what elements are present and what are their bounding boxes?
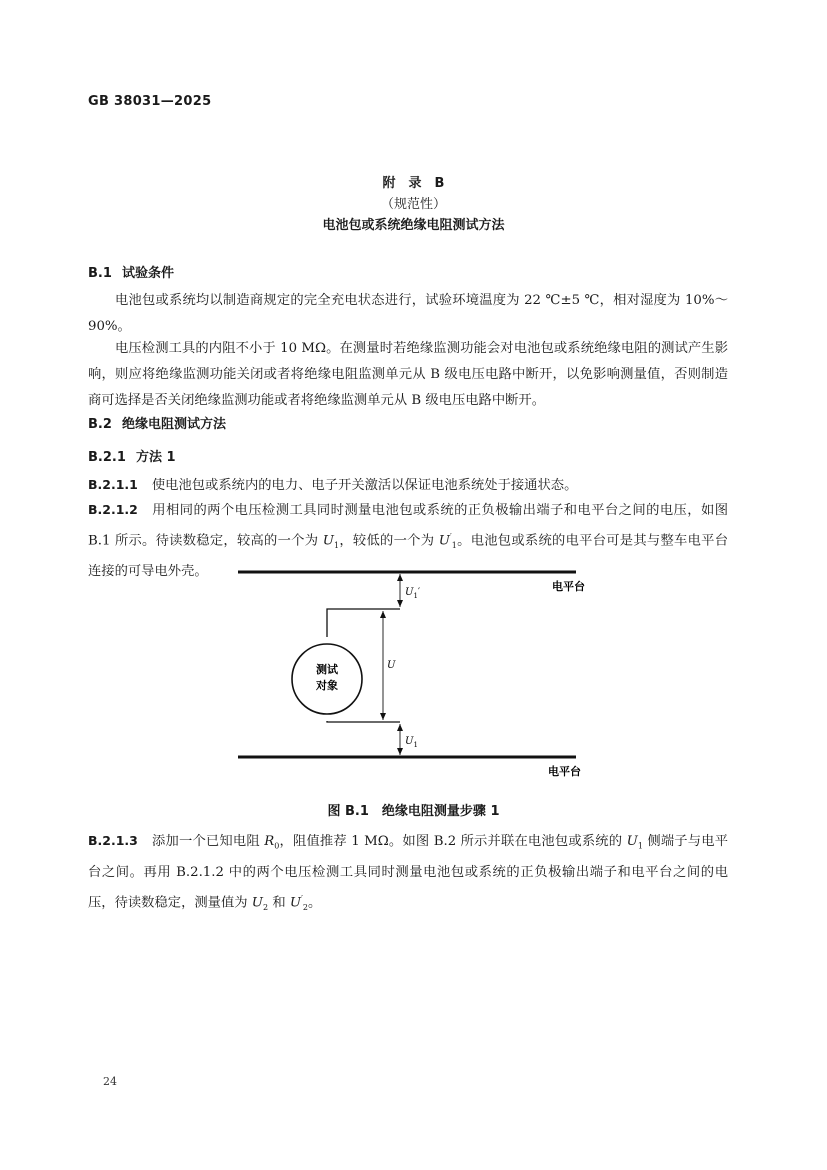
u-arrow-down — [380, 713, 386, 720]
sub-1: 1 — [334, 541, 340, 551]
clause-text: 添加一个已知电阻 — [151, 834, 265, 849]
clause-number: B.2.1.3 — [88, 833, 138, 848]
label-u1-prime: $U_1'$ — [405, 587, 421, 600]
sub-1: 1 — [637, 841, 643, 851]
section-b21-heading — [88, 446, 176, 465]
var-u2: U — [251, 895, 264, 911]
section-title: 绝缘电阻测试方法 — [122, 417, 227, 432]
u1prime-arrow-down — [397, 600, 403, 607]
section-number: B.1 — [88, 266, 112, 281]
clause-b213 — [88, 828, 728, 921]
sub-2: 2 — [302, 902, 309, 912]
b1-paragraph-1: 电池包或系统均以制造商规定的完全充电状态进行，试验环境温度为 22 ℃±5 ℃，相对湿度为 10%～90%。 — [88, 293, 728, 334]
clause-text: 用相同的两个电压检测工具同时测量电池包或系统的正负极输出端子和电平台之间的电压，如图 B.1 所示。待读数稳定，较高的一个为 — [88, 503, 728, 549]
section-title: 方法 1 — [136, 450, 176, 465]
section-b2-heading — [88, 413, 226, 432]
figure-caption: 图 B.1 绝缘电阻测量步骤 1 — [327, 804, 500, 819]
platform-label-top: 电平台 — [552, 580, 585, 593]
clause-text: 侧端子与电平台之间。再用 B.2.1.2 中的两个电压检测工具同时测量电池包或系统的正负极输出端子和电平台之间的电压，待读数稳定，测量值为 — [88, 834, 728, 911]
prime-mark: ′ — [301, 893, 303, 903]
clause-text: 。电池包或系统的电平台可是其与整车电平台连接的可导电外壳。 — [88, 533, 728, 580]
b1-paragraph-2: 电压检测工具的内阻不小于 10 MΩ。在测量时若绝缘监测功能会对电池包或系统绝缘电阻的测试产生影响，则应将绝缘监测功能关闭或者将绝缘电阻监测单元从 B 级电压电路中断开，以免影响测量值，否则制造商可选择是否关闭绝缘监测功能或者将绝缘监测单元从 B 级电压电路中断开。 — [88, 341, 728, 408]
wire-top — [327, 609, 400, 637]
page-number: 24 — [103, 1075, 117, 1088]
wire-bottom — [327, 721, 400, 722]
clause-text: 。 — [308, 895, 322, 911]
u1-arrow-up — [397, 724, 403, 731]
prime-mark: ′ — [449, 532, 452, 541]
u-arrow-up — [380, 611, 386, 618]
clause-text: 使电池包或系统内的电力、电子开关激活以保证电池系统处于接通状态。 — [151, 478, 578, 493]
sub-1: 1 — [451, 541, 457, 551]
appendix-title: 电池包或系统绝缘电阻测试方法 — [322, 218, 505, 233]
test-object-label-2: 对象 — [316, 679, 338, 692]
var-u1-prime: U — [438, 533, 450, 549]
var-r0: R — [264, 834, 275, 849]
section-number: B.2.1 — [88, 450, 126, 465]
clause-number: B.2.1.1 — [88, 477, 138, 492]
section-title: 试验条件 — [122, 266, 175, 281]
clause-text: ，较低的一个为 — [339, 533, 439, 549]
label-u1: $U_1$ — [405, 736, 418, 749]
standard-number: GB 38031—2025 — [88, 94, 212, 109]
u1-arrow-down — [397, 748, 403, 755]
section-b1-heading — [88, 262, 174, 281]
sub-2: 2 — [263, 902, 269, 912]
u1prime-arrow-up — [397, 574, 403, 581]
section-number: B.2 — [88, 417, 112, 432]
figure-b1-diagram — [0, 560, 827, 790]
clause-text: 和 — [268, 895, 290, 911]
appendix-label: 附 录 B — [382, 176, 445, 191]
clause-b211 — [88, 472, 728, 499]
clause-text: ，阻值推荐 1 MΩ。如图 B.2 所示并联在电池包或系统的 — [279, 834, 627, 849]
var-u1: U — [322, 533, 334, 549]
sub-0: 0 — [274, 841, 280, 851]
var-u1: U — [626, 834, 638, 849]
appendix-nature: （规范性） — [380, 197, 446, 212]
test-object-label-1: 测试 — [316, 663, 338, 676]
platform-label-bottom: 电平台 — [548, 765, 581, 778]
var-u2-prime: U — [289, 895, 302, 911]
clause-number: B.2.1.2 — [88, 502, 138, 517]
label-u: U — [387, 660, 396, 671]
